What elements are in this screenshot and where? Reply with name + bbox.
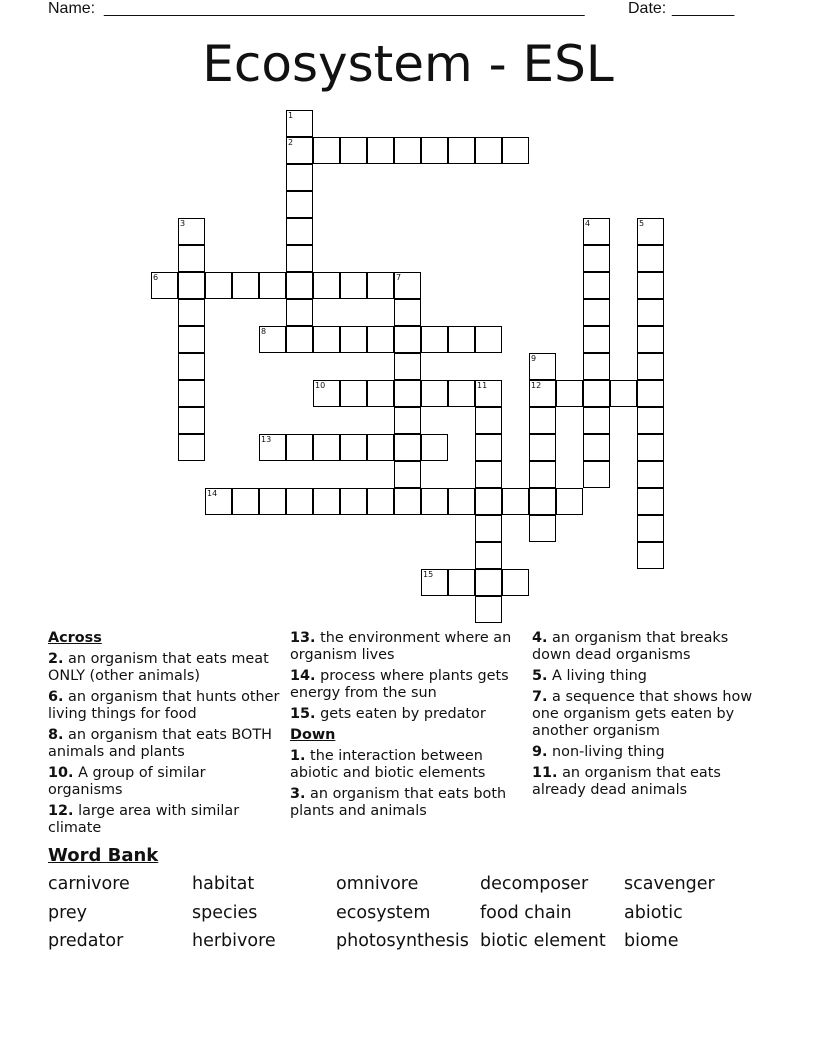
name-field[interactable]: ______________________________________________________ [104, 0, 585, 17]
grid-cell[interactable] [637, 407, 664, 434]
grid-cell[interactable] [583, 299, 610, 326]
grid-cell[interactable] [286, 110, 313, 137]
clue-number: 14. [290, 668, 316, 684]
grid-cell[interactable] [178, 434, 205, 461]
word-bank-item: scavenger [624, 874, 715, 894]
grid-cell[interactable] [556, 380, 583, 407]
grid-cell[interactable] [637, 488, 664, 515]
clue-text: process where plants gets energy from the sun [290, 668, 509, 701]
grid-cell[interactable] [286, 488, 313, 515]
grid-cell[interactable] [151, 272, 178, 299]
clue-text: A group of similar organisms [48, 765, 206, 798]
grid-cell[interactable] [637, 218, 664, 245]
word-bank [48, 873, 768, 963]
clue-text: gets eaten by predator [315, 706, 486, 722]
grid-cell[interactable] [394, 326, 421, 353]
clue-number: 7 [396, 273, 402, 282]
grid-cell[interactable] [313, 380, 340, 407]
grid-cell[interactable] [313, 488, 340, 515]
grid-cell[interactable] [583, 272, 610, 299]
grid-cell[interactable] [637, 353, 664, 380]
grid-cell[interactable] [529, 353, 556, 380]
grid-cell[interactable] [583, 380, 610, 407]
clue-list [290, 630, 524, 723]
grid-cell[interactable] [475, 596, 502, 623]
word-bank-item: species [192, 902, 258, 923]
clue-number: 1 [288, 111, 294, 120]
grid-cell[interactable] [313, 272, 340, 299]
clue-number: 5 [639, 219, 645, 228]
grid-cell[interactable] [421, 434, 448, 461]
grid-cell[interactable] [421, 380, 448, 407]
clue-text: an organism that breaks down dead organisms [532, 630, 729, 663]
grid-cell[interactable] [178, 245, 205, 272]
clue [48, 651, 282, 685]
grid-cell[interactable] [421, 326, 448, 353]
clues-column-3 [532, 630, 766, 803]
clue-number: 11. [532, 765, 558, 781]
clue [290, 630, 524, 664]
grid-cell[interactable] [340, 326, 367, 353]
grid-cell[interactable] [367, 272, 394, 299]
grid-cell[interactable] [448, 569, 475, 596]
grid-cell[interactable] [637, 515, 664, 542]
clue [532, 744, 766, 761]
grid-cell[interactable] [205, 488, 232, 515]
grid-cell[interactable] [286, 218, 313, 245]
grid-cell[interactable] [178, 353, 205, 380]
clue-number: 14 [207, 489, 218, 498]
clue-number: 6. [48, 689, 64, 705]
clue-text: large area with similar climate [48, 803, 240, 836]
grid-cell[interactable] [286, 299, 313, 326]
clue [48, 689, 282, 723]
clue [290, 786, 524, 820]
grid-cell[interactable] [637, 461, 664, 488]
clue-text: non-living thing [547, 744, 665, 760]
grid-cell[interactable] [286, 164, 313, 191]
grid-cell[interactable] [313, 326, 340, 353]
clue-list [48, 651, 282, 837]
grid-cell[interactable] [475, 515, 502, 542]
clue [532, 630, 766, 664]
clue-number: 10. [48, 765, 74, 781]
clue-number: 15. [290, 706, 316, 722]
grid-cell[interactable] [286, 326, 313, 353]
grid-cell[interactable] [610, 380, 637, 407]
clue-text: an organism that hunts other living things for food [48, 689, 280, 722]
grid-cell[interactable] [259, 488, 286, 515]
clue-number: 10 [315, 381, 326, 390]
grid-cell[interactable] [394, 461, 421, 488]
grid-cell[interactable] [583, 407, 610, 434]
clue-text: A living thing [547, 668, 647, 684]
grid-cell[interactable] [286, 245, 313, 272]
clue-number: 12 [531, 381, 542, 390]
word-bank-item: herbivore [192, 931, 276, 951]
grid-cell[interactable] [178, 272, 205, 299]
page-title: Ecosystem - ESL [202, 35, 614, 93]
grid-cell[interactable] [340, 272, 367, 299]
word-bank-item: habitat [192, 874, 255, 894]
clue [532, 765, 766, 799]
grid-cell[interactable] [421, 488, 448, 515]
grid-cell[interactable] [502, 137, 529, 164]
grid-cell[interactable] [448, 380, 475, 407]
clue [290, 668, 524, 702]
word-bank-item: biotic element [480, 931, 606, 951]
grid-cell[interactable] [367, 380, 394, 407]
clue [532, 689, 766, 740]
grid-cell[interactable] [448, 137, 475, 164]
grid-cell[interactable] [394, 407, 421, 434]
grid-cell[interactable] [637, 272, 664, 299]
clue-number: 11 [477, 381, 488, 390]
across-header: Across [48, 630, 102, 646]
grid-cell[interactable] [502, 569, 529, 596]
grid-cell[interactable] [529, 407, 556, 434]
grid-cell[interactable] [178, 299, 205, 326]
grid-cell[interactable] [286, 434, 313, 461]
word-bank-item: biome [624, 931, 679, 951]
word-bank-item: prey [48, 902, 88, 923]
grid-cell[interactable] [475, 461, 502, 488]
clue-number: 13. [290, 630, 316, 646]
grid-cell[interactable] [475, 326, 502, 353]
grid-cell[interactable] [286, 137, 313, 164]
clue-number: 7. [532, 689, 548, 705]
clue-text: an organism that eats meat ONLY (other animals) [48, 651, 269, 684]
grid-cell[interactable] [394, 272, 421, 299]
grid-cell[interactable] [583, 434, 610, 461]
clue-text: a sequence that shows how one organism gets eaten by another organism [532, 689, 753, 739]
clue [48, 803, 282, 837]
clue [290, 706, 524, 723]
clue-number: 9. [532, 744, 548, 760]
grid-cell[interactable] [286, 272, 313, 299]
clue-number: 2. [48, 651, 64, 667]
grid-cell[interactable] [475, 380, 502, 407]
clue-text: an organism that eats both plants and animals [290, 786, 507, 819]
grid-cell[interactable] [232, 488, 259, 515]
word-bank-item: food chain [480, 902, 572, 923]
grid-cell[interactable] [178, 218, 205, 245]
grid-cell[interactable] [475, 569, 502, 596]
clue-number: 1. [290, 748, 306, 764]
grid-cell[interactable] [637, 380, 664, 407]
grid-cell[interactable] [448, 488, 475, 515]
clue-number: 13 [261, 435, 272, 444]
grid-cell[interactable] [637, 434, 664, 461]
grid-cell[interactable] [637, 542, 664, 569]
grid-cell[interactable] [313, 137, 340, 164]
clue [48, 765, 282, 799]
word-bank-item: decomposer [480, 874, 589, 894]
grid-cell[interactable] [394, 434, 421, 461]
clue [532, 668, 766, 685]
grid-cell[interactable] [205, 272, 232, 299]
word-bank-item: omnivore [336, 874, 419, 894]
clue-number: 15 [423, 570, 434, 579]
grid-cell[interactable] [286, 191, 313, 218]
grid-cell[interactable] [637, 326, 664, 353]
clue-number: 8 [261, 327, 267, 336]
grid-cell[interactable] [178, 380, 205, 407]
grid-cell[interactable] [340, 137, 367, 164]
grid-cell[interactable] [529, 515, 556, 542]
grid-cell[interactable] [421, 569, 448, 596]
grid-cell[interactable] [259, 434, 286, 461]
clue-text: an organism that eats BOTH animals and plants [48, 727, 272, 760]
grid-cell[interactable] [394, 488, 421, 515]
grid-cell[interactable] [583, 245, 610, 272]
grid-cell[interactable] [367, 488, 394, 515]
clue-number: 4. [532, 630, 548, 646]
grid-cell[interactable] [178, 326, 205, 353]
date-label: Date: [628, 0, 667, 17]
clue-number: 3 [180, 219, 186, 228]
grid-cell[interactable] [340, 380, 367, 407]
grid-cell[interactable] [583, 218, 610, 245]
grid-cell[interactable] [259, 326, 286, 353]
grid-cell[interactable] [556, 488, 583, 515]
grid-cell[interactable] [583, 353, 610, 380]
grid-cell[interactable] [529, 434, 556, 461]
clue [48, 727, 282, 761]
grid-cell[interactable] [502, 488, 529, 515]
grid-cell[interactable] [340, 488, 367, 515]
clue-number: 8. [48, 727, 64, 743]
word-bank-title: Word Bank [48, 845, 159, 866]
clue-number: 9 [531, 354, 537, 363]
down-header: Down [290, 727, 336, 743]
clue-number: 4 [585, 219, 591, 228]
grid-cell[interactable] [367, 326, 394, 353]
grid-cell[interactable] [529, 488, 556, 515]
grid-cell[interactable] [637, 299, 664, 326]
clue-text: an organism that eats already dead animals [532, 765, 721, 798]
clues-column-1 [48, 630, 282, 841]
grid-cell[interactable] [448, 326, 475, 353]
grid-cell[interactable] [367, 137, 394, 164]
clue-number: 12. [48, 803, 74, 819]
grid-cell[interactable] [583, 461, 610, 488]
grid-cell[interactable] [394, 137, 421, 164]
clue-number: 2 [288, 138, 294, 147]
clues-column-2 [290, 630, 524, 824]
grid-cell[interactable] [475, 407, 502, 434]
grid-cell[interactable] [529, 380, 556, 407]
word-bank-item: ecosystem [336, 902, 431, 923]
grid-cell[interactable] [313, 434, 340, 461]
date-field[interactable]: _______ [672, 0, 735, 17]
grid-cell[interactable] [259, 272, 286, 299]
grid-cell[interactable] [394, 353, 421, 380]
grid-cell[interactable] [232, 272, 259, 299]
grid-cell[interactable] [475, 488, 502, 515]
grid-cell[interactable] [394, 299, 421, 326]
word-bank-item: abiotic [624, 902, 683, 923]
clue-text: the interaction between abiotic and biotic elements [290, 748, 486, 781]
grid-cell[interactable] [529, 461, 556, 488]
grid-cell[interactable] [367, 434, 394, 461]
word-bank-item: carnivore [48, 874, 130, 894]
grid-cell[interactable] [178, 407, 205, 434]
name-label: Name: [48, 0, 96, 17]
clue-list [532, 630, 766, 799]
grid-cell[interactable] [340, 434, 367, 461]
word-bank-item: photosynthesis [336, 931, 469, 951]
grid-cell[interactable] [637, 245, 664, 272]
clue-number: 5. [532, 668, 548, 684]
grid-cell[interactable] [475, 542, 502, 569]
clue-number: 6 [153, 273, 159, 282]
clue [290, 748, 524, 782]
grid-cell[interactable] [475, 137, 502, 164]
grid-cell[interactable] [394, 380, 421, 407]
word-bank-item: predator [48, 931, 124, 951]
clue-list [290, 748, 524, 820]
clue-number: 3. [290, 786, 306, 802]
grid-cell[interactable] [421, 137, 448, 164]
clue-text: the environment where an organism lives [290, 630, 512, 663]
grid-cell[interactable] [583, 326, 610, 353]
grid-cell[interactable] [475, 434, 502, 461]
